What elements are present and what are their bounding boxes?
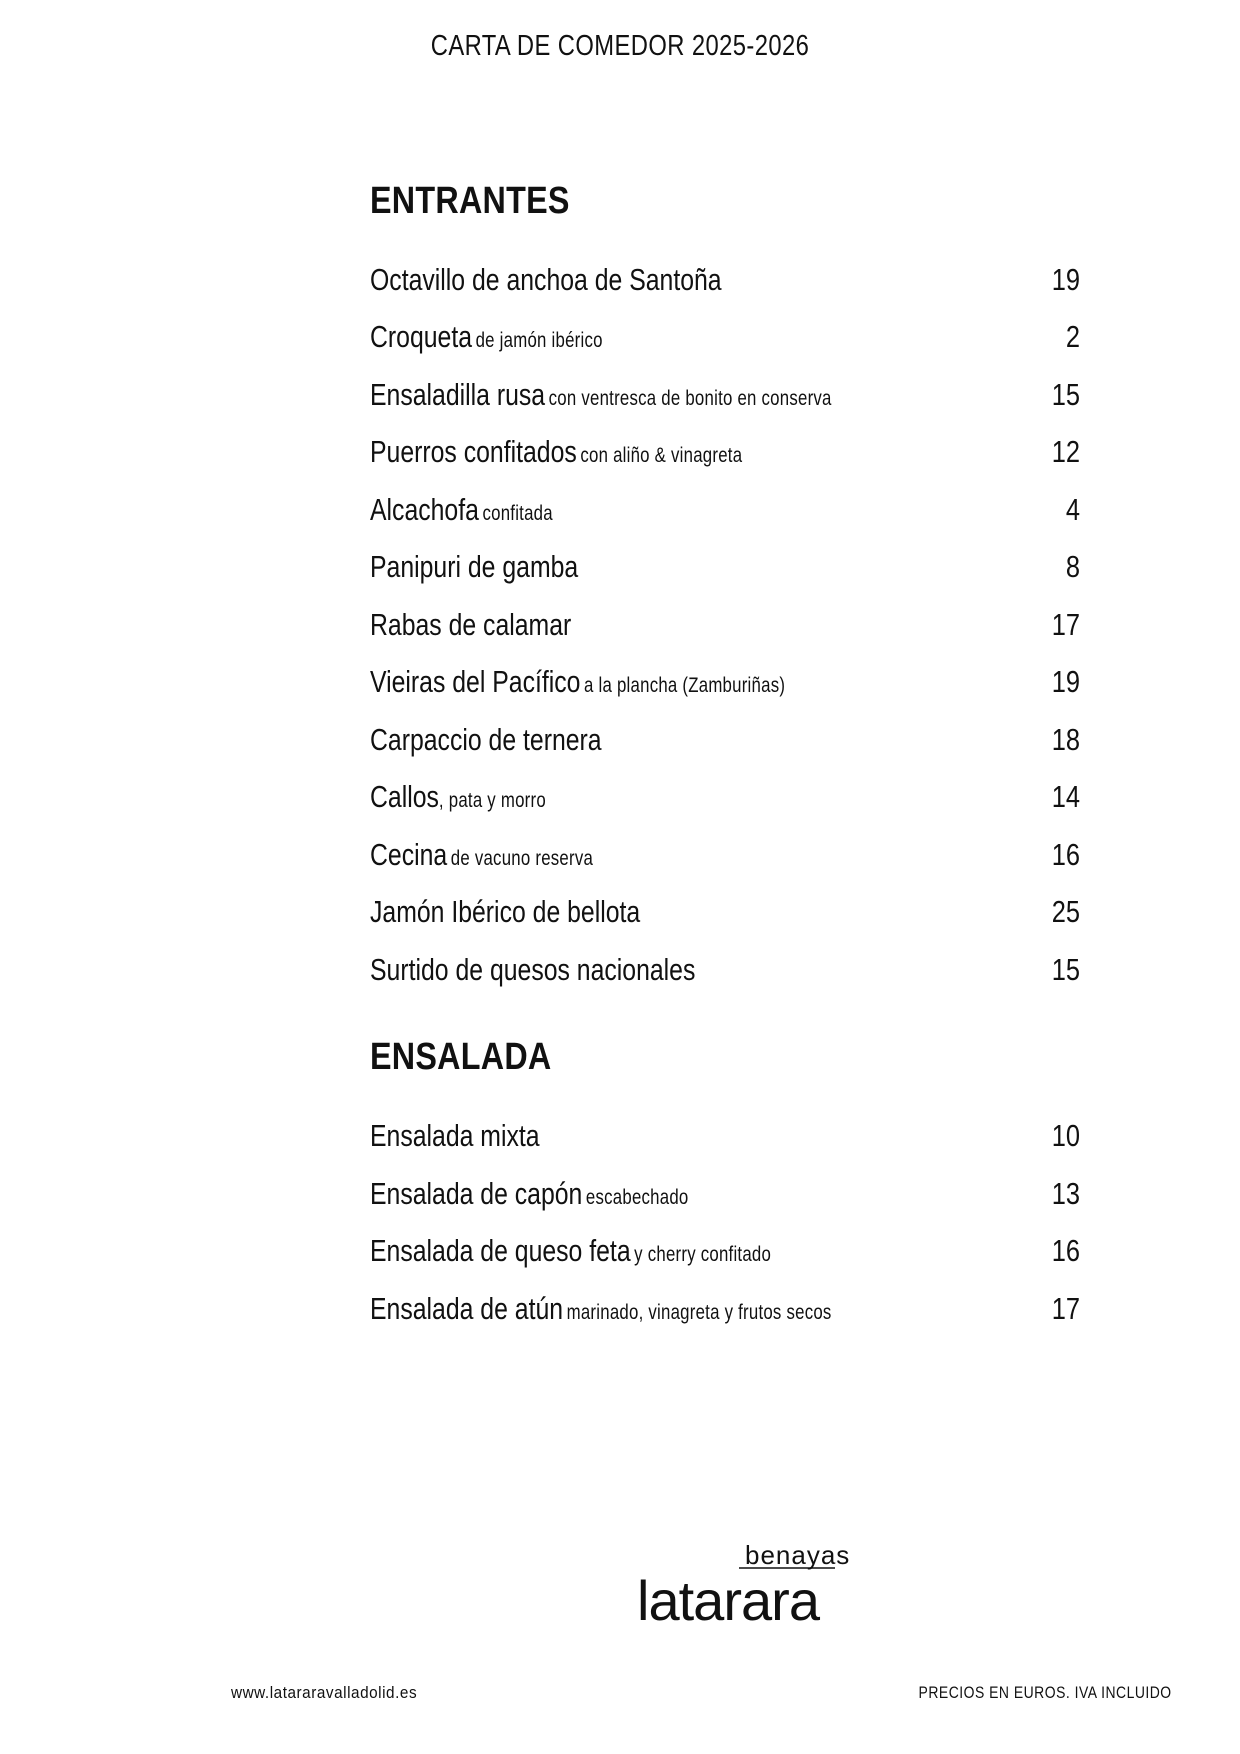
menu-item <box>370 1178 1080 1218</box>
item-description: de jamón ibérico <box>475 329 603 352</box>
page-title: CARTA DE COMEDOR 2025-2026 <box>430 30 810 62</box>
item-price: 8 <box>1065 549 1080 584</box>
item-price: 19 <box>1051 262 1080 297</box>
item-price: 13 <box>1051 1176 1080 1211</box>
menu-item <box>370 781 1080 821</box>
menu-item <box>370 896 1080 936</box>
item-description: a la plancha (Zamburiñas) <box>584 674 786 697</box>
website-link[interactable]: www.latararavalladolid.es <box>231 1683 418 1702</box>
item-name: Rabas de calamar <box>370 607 572 642</box>
menu-item <box>370 1235 1080 1275</box>
item-description: marinado, vinagreta y frutos secos <box>566 1301 832 1324</box>
price-note: PRECIOS EN EUROS. IVA INCLUIDO <box>918 1683 1172 1702</box>
item-price: 2 <box>1065 319 1080 354</box>
item-description: de vacuno reserva <box>450 847 594 870</box>
item-name: Alcachofa <box>370 492 479 527</box>
item-price: 25 <box>1051 894 1080 929</box>
item-name: Ensalada de queso feta <box>370 1233 631 1268</box>
menu-item <box>370 1120 1080 1160</box>
item-price: 18 <box>1051 722 1080 757</box>
item-name: Octavillo de anchoa de Santoña <box>370 262 722 297</box>
item-name: Ensalada de capón <box>370 1176 583 1211</box>
menu-item <box>370 609 1080 649</box>
item-name: Ensaladilla rusa <box>370 377 546 412</box>
menu-item <box>370 551 1080 591</box>
menu-item <box>370 494 1080 534</box>
item-price: 10 <box>1051 1118 1080 1153</box>
item-name: Jamón Ibérico de bellota <box>370 894 641 929</box>
item-description: confitada <box>482 502 553 525</box>
item-name: Vieiras del Pacífico <box>370 664 581 699</box>
latarara-logo <box>635 1530 865 1640</box>
item-price: 12 <box>1051 434 1080 469</box>
menu-item <box>370 321 1080 361</box>
menu-item <box>370 839 1080 879</box>
logo-sub-text: benayas <box>745 1540 851 1570</box>
item-price: 16 <box>1051 1233 1080 1268</box>
item-price: 15 <box>1051 377 1080 412</box>
item-name: Cecina <box>370 837 448 872</box>
item-name: Panipuri de gamba <box>370 549 579 584</box>
item-price: 19 <box>1051 664 1080 699</box>
menu-item <box>370 1293 1080 1333</box>
item-description: y cherry confitado <box>634 1243 772 1266</box>
item-name: Callos <box>370 779 439 814</box>
item-price: 15 <box>1051 952 1080 987</box>
item-description: , pata y morro <box>438 789 546 812</box>
menu-item <box>370 954 1080 994</box>
item-name: Croqueta <box>370 319 473 354</box>
item-name: Puerros confitados <box>370 434 577 469</box>
menu-item <box>370 379 1080 419</box>
item-price: 16 <box>1051 837 1080 872</box>
menu-item <box>370 724 1080 764</box>
item-description: escabechado <box>585 1186 689 1209</box>
section-heading-ensalada: ENSALADA <box>370 1036 552 1078</box>
item-name: Ensalada de atún <box>370 1291 564 1326</box>
item-price: 4 <box>1065 492 1080 527</box>
item-price: 17 <box>1051 1291 1080 1326</box>
item-name: Ensalada mixta <box>370 1118 540 1153</box>
item-description: con ventresca de bonito en conserva <box>548 387 832 410</box>
item-price: 14 <box>1051 779 1080 814</box>
item-price: 17 <box>1051 607 1080 642</box>
menu-item <box>370 264 1080 304</box>
logo-main-text: latarara <box>637 1569 821 1632</box>
menu-item <box>370 436 1080 476</box>
item-name: Carpaccio de ternera <box>370 722 602 757</box>
item-name: Surtido de quesos nacionales <box>370 952 696 987</box>
menu-item <box>370 666 1080 706</box>
section-heading-entrantes: ENTRANTES <box>370 180 570 222</box>
item-description: con aliño & vinagreta <box>580 444 743 467</box>
